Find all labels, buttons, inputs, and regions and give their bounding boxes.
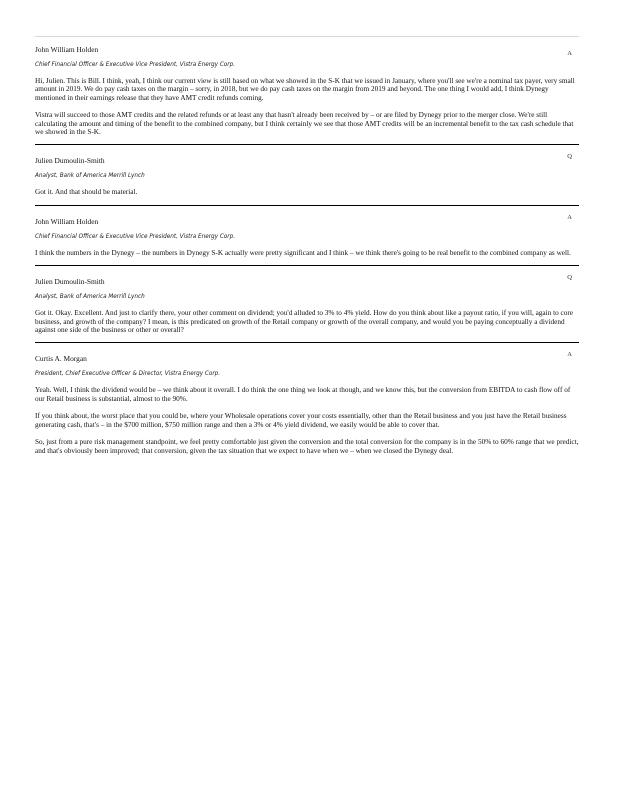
speaker-block (35, 265, 579, 334)
speaker-block (35, 342, 579, 454)
speaker-name: Julien Dumoulin-Smith (35, 277, 105, 287)
speaker-name: Julien Dumoulin-Smith (35, 156, 105, 166)
speaker-body (35, 188, 579, 196)
speaker-role: Chief Financial Officer & Executive Vice President, Vistra Energy Corp. (35, 62, 236, 68)
speaker-name: Curtis A. Morgan (35, 354, 87, 364)
speaker-role: Analyst, Bank of America Merrill Lynch (35, 173, 145, 180)
top-divider (35, 36, 579, 37)
paragraph: Vistra will succeed to those AMT credits and the related refunds or at least any that hasn't already been received by – or are filed by Dynegy prior to the merger close. We're still calculating the amount and timing of the benefit to the combined company, but I think certainly we see that those AMT credits will be an incremental benefit to the tax cash schedule that we showed in the S-K. (35, 111, 574, 137)
paragraph: I think the numbers in the Dynegy – the numbers in Dynegy S-K actually were pretty significant and I think – we think there's going to be real benefit to the combined company as well. (35, 248, 571, 257)
paragraph: Got it. And that should be material. (35, 188, 138, 197)
question-marker: Q (567, 153, 572, 161)
paragraph: Got it. Okay. Excellent. And just to clarify there, your other comment on dividend; you'd alluded to 3% to 4% yield. How do you think about like a payout ratio, if you will, again to core business, and growth of the company? I mean, is this predicated on growth of the Retail company or growth of the overall company, and would you be paying conceptually a dividend against one side of the business or other or overall? (35, 309, 574, 335)
speaker-block (35, 42, 579, 136)
paragraph: So, just from a pure risk management standpoint, we feel pretty comfortable just given the conversion and the total conversion for the company is in the 50% to 60% range that we predict, and that's obviously been improved; that conversion, given the tax situation that we expect to have when we – when we closed the Dynegy deal. (35, 438, 579, 455)
speaker-body (35, 309, 579, 334)
speaker-name: John William Holden (35, 45, 99, 54)
speaker-role: President, Chief Executive Officer & Director, Vistra Energy Corp. (35, 371, 221, 378)
transcript-page (35, 36, 579, 455)
speaker-role: Analyst, Bank of America Merrill Lynch (35, 294, 145, 301)
paragraph: If you think about, the worst place that you could be, where your Wholesale operations cover your costs essentially, other than the Retail business and you just have the Retail business generating cash, that's – in the $700 million, $750 million range and then a 3% or 4% yield dividend, we easily would be able to cover that. (35, 412, 567, 429)
paragraph: Hi, Julien. This is Bill. I think, yeah, I think our current view is still based on what we showed in the S-K that we issued in January, where you'll see we're a nominal tax payer, very small amount in 2019. We do pay cash taxes on the margin – sorry, in 2018, but we do pay cash taxes on the margin from 2019 and beyond. The one thing I would add, I think Dynegy mentioned in their earnings release that they have AMT credit refunds coming. (35, 77, 575, 102)
speaker-body (35, 77, 579, 136)
answer-marker: A (567, 213, 572, 221)
speaker-body (35, 386, 579, 454)
speaker-block (35, 205, 579, 257)
paragraph: Yeah. Well, I think the dividend would be – we think about it overall. I do think the one thing we look at though, and we know this, but the conversion from EBITDA to cash flow off of our Retail business is substantial, almost to the 90%. (35, 386, 571, 403)
speaker-role: Chief Financial Officer & Executive Vice President, Vistra Energy Corp. (35, 233, 236, 240)
speaker-name: John William Holden (35, 216, 99, 226)
speaker-block (35, 144, 579, 196)
speaker-body (35, 249, 579, 257)
question-marker: Q (567, 274, 572, 282)
answer-marker: A (567, 50, 572, 57)
answer-marker: A (567, 351, 572, 359)
